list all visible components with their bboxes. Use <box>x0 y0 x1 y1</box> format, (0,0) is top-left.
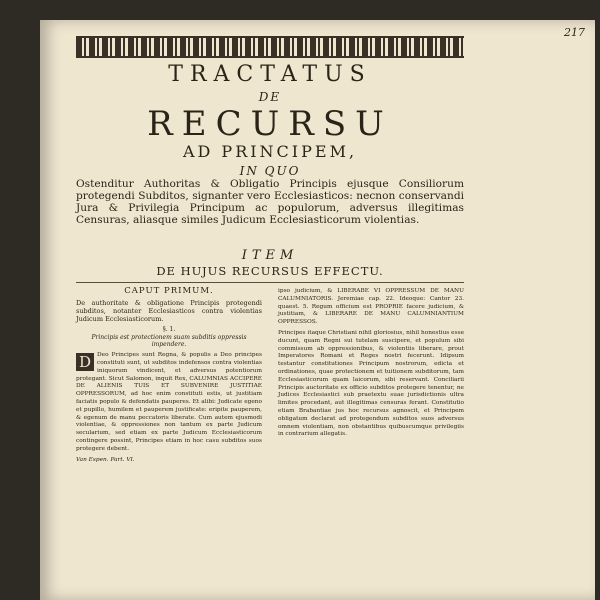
page-footer: Van Espen. Part. VI. <box>76 456 135 463</box>
left-column <box>76 288 262 464</box>
section-number: §. 1. <box>162 325 176 333</box>
title-tractatus: TRACTATUS <box>168 62 372 87</box>
right-body-text: Principes itaque Christiani nihil gloriosius, nihil honestius esse ducunt, quam Regni sui tutelam suscipere, et populum sibi commissum ab oppressionibus, & violentiis liberare, prout Imperatores Romani et Reges nostri fecerunt. Idipsum testantur constitutiones Principum nostrorum, edicta et ordinationes, quae protectionem et tuitionem subditorum, tam Ecclesiasticorum quam laicorum, sibi reservant. Conciliarii Principis auctoritate ex officio subditos protegere tenentur, ne Judices Ecclesiastici sub praetextu suae jurisdictionis ultra limites procedant, aut illegitimas censuras ferant. Constitutio etiam Brabantiae jus hoc recursus agnoscit, et Principem obligatum declarat ad protegendum subditos suos adversus omnem violentiam, non obstantibus quibuscumque privilegiis in contrarium allegatis. <box>278 329 464 438</box>
title-in-quo: IN QUO <box>239 164 301 178</box>
ornamental-header-band <box>76 36 464 58</box>
title-recursu: RECURSU <box>147 104 393 144</box>
effect-title: DE HUJUS RECURSUS EFFECTU. <box>156 264 384 278</box>
intro-paragraph: Ostenditur Authoritas & Obligatio Principis ejusque Consiliorum protegendi Subditos, signanter vero Ecclesiasticos: necnon conservandi Jura & Privilegia Principum ac populorum, adversus illegitimas Censuras, aliasque similes Judicum Ecclesiasticorum violentias. <box>76 178 464 226</box>
page-number: 217 <box>564 26 585 39</box>
left-body <box>76 352 262 453</box>
chapter-summary: De authoritate & obligatione Principis protegendi subditos, notanter Ecclesiasticos contra violentias Judicum Ecclesiasticorum. <box>76 298 262 323</box>
title-ad-principem: AD PRINCIPEM, <box>182 142 358 161</box>
book-page <box>40 20 595 600</box>
section-rule <box>76 282 464 283</box>
item-heading: ITEM <box>241 248 299 263</box>
chapter-heading: CAPUT PRIMUM. <box>124 286 214 296</box>
left-body-text: Deo Principes sunt Regna, & populis a Deo principes constituti sunt, ut subditos indefensos contra violentias iniquorum vindicent, et adversus potentiorum protegant. Sicut Salomon, inquit Rex, CALUMNIAS ACCIPERE DE ALIENIS TUIS ET SUBVENIRE JUSTITIAE OPPRESSORUM, ad hoc enim constituti estis, ut justitiam faciatis populo & defendatis pauperes. Et alibi: Judicate egeno et pupillo, humilem et pauperem justificate: eripite pauperem, & egenum de manu peccatoris liberate. Cum autem ejusmodi violentiae, & oppressiones non tantum ex parte Judicum secularium, sed etiam ex parte Judicum Ecclesiasticorum contingere possint, Principes etiam in hoc casu subditos suos protegere debent. <box>76 352 262 452</box>
title-de: DE <box>258 90 282 104</box>
marginal-note: Principis est protectionem suam subditis oppressis impendere. <box>91 333 247 349</box>
drop-cap: D <box>76 353 94 371</box>
right-column <box>278 288 464 439</box>
right-head-text: ipso judicium, & LIBERABE VI OPPRESSUM DE MANU CALUMNIATORIS. Jeremiae cap. 22. Ideoque: Cantor 23. quaest. 5. Regum officium est PROPRIE facere judicium, & justitiam, & LIBERARE DE MANU CALUMNIANTIUM OPPRESSOS. <box>278 288 464 326</box>
